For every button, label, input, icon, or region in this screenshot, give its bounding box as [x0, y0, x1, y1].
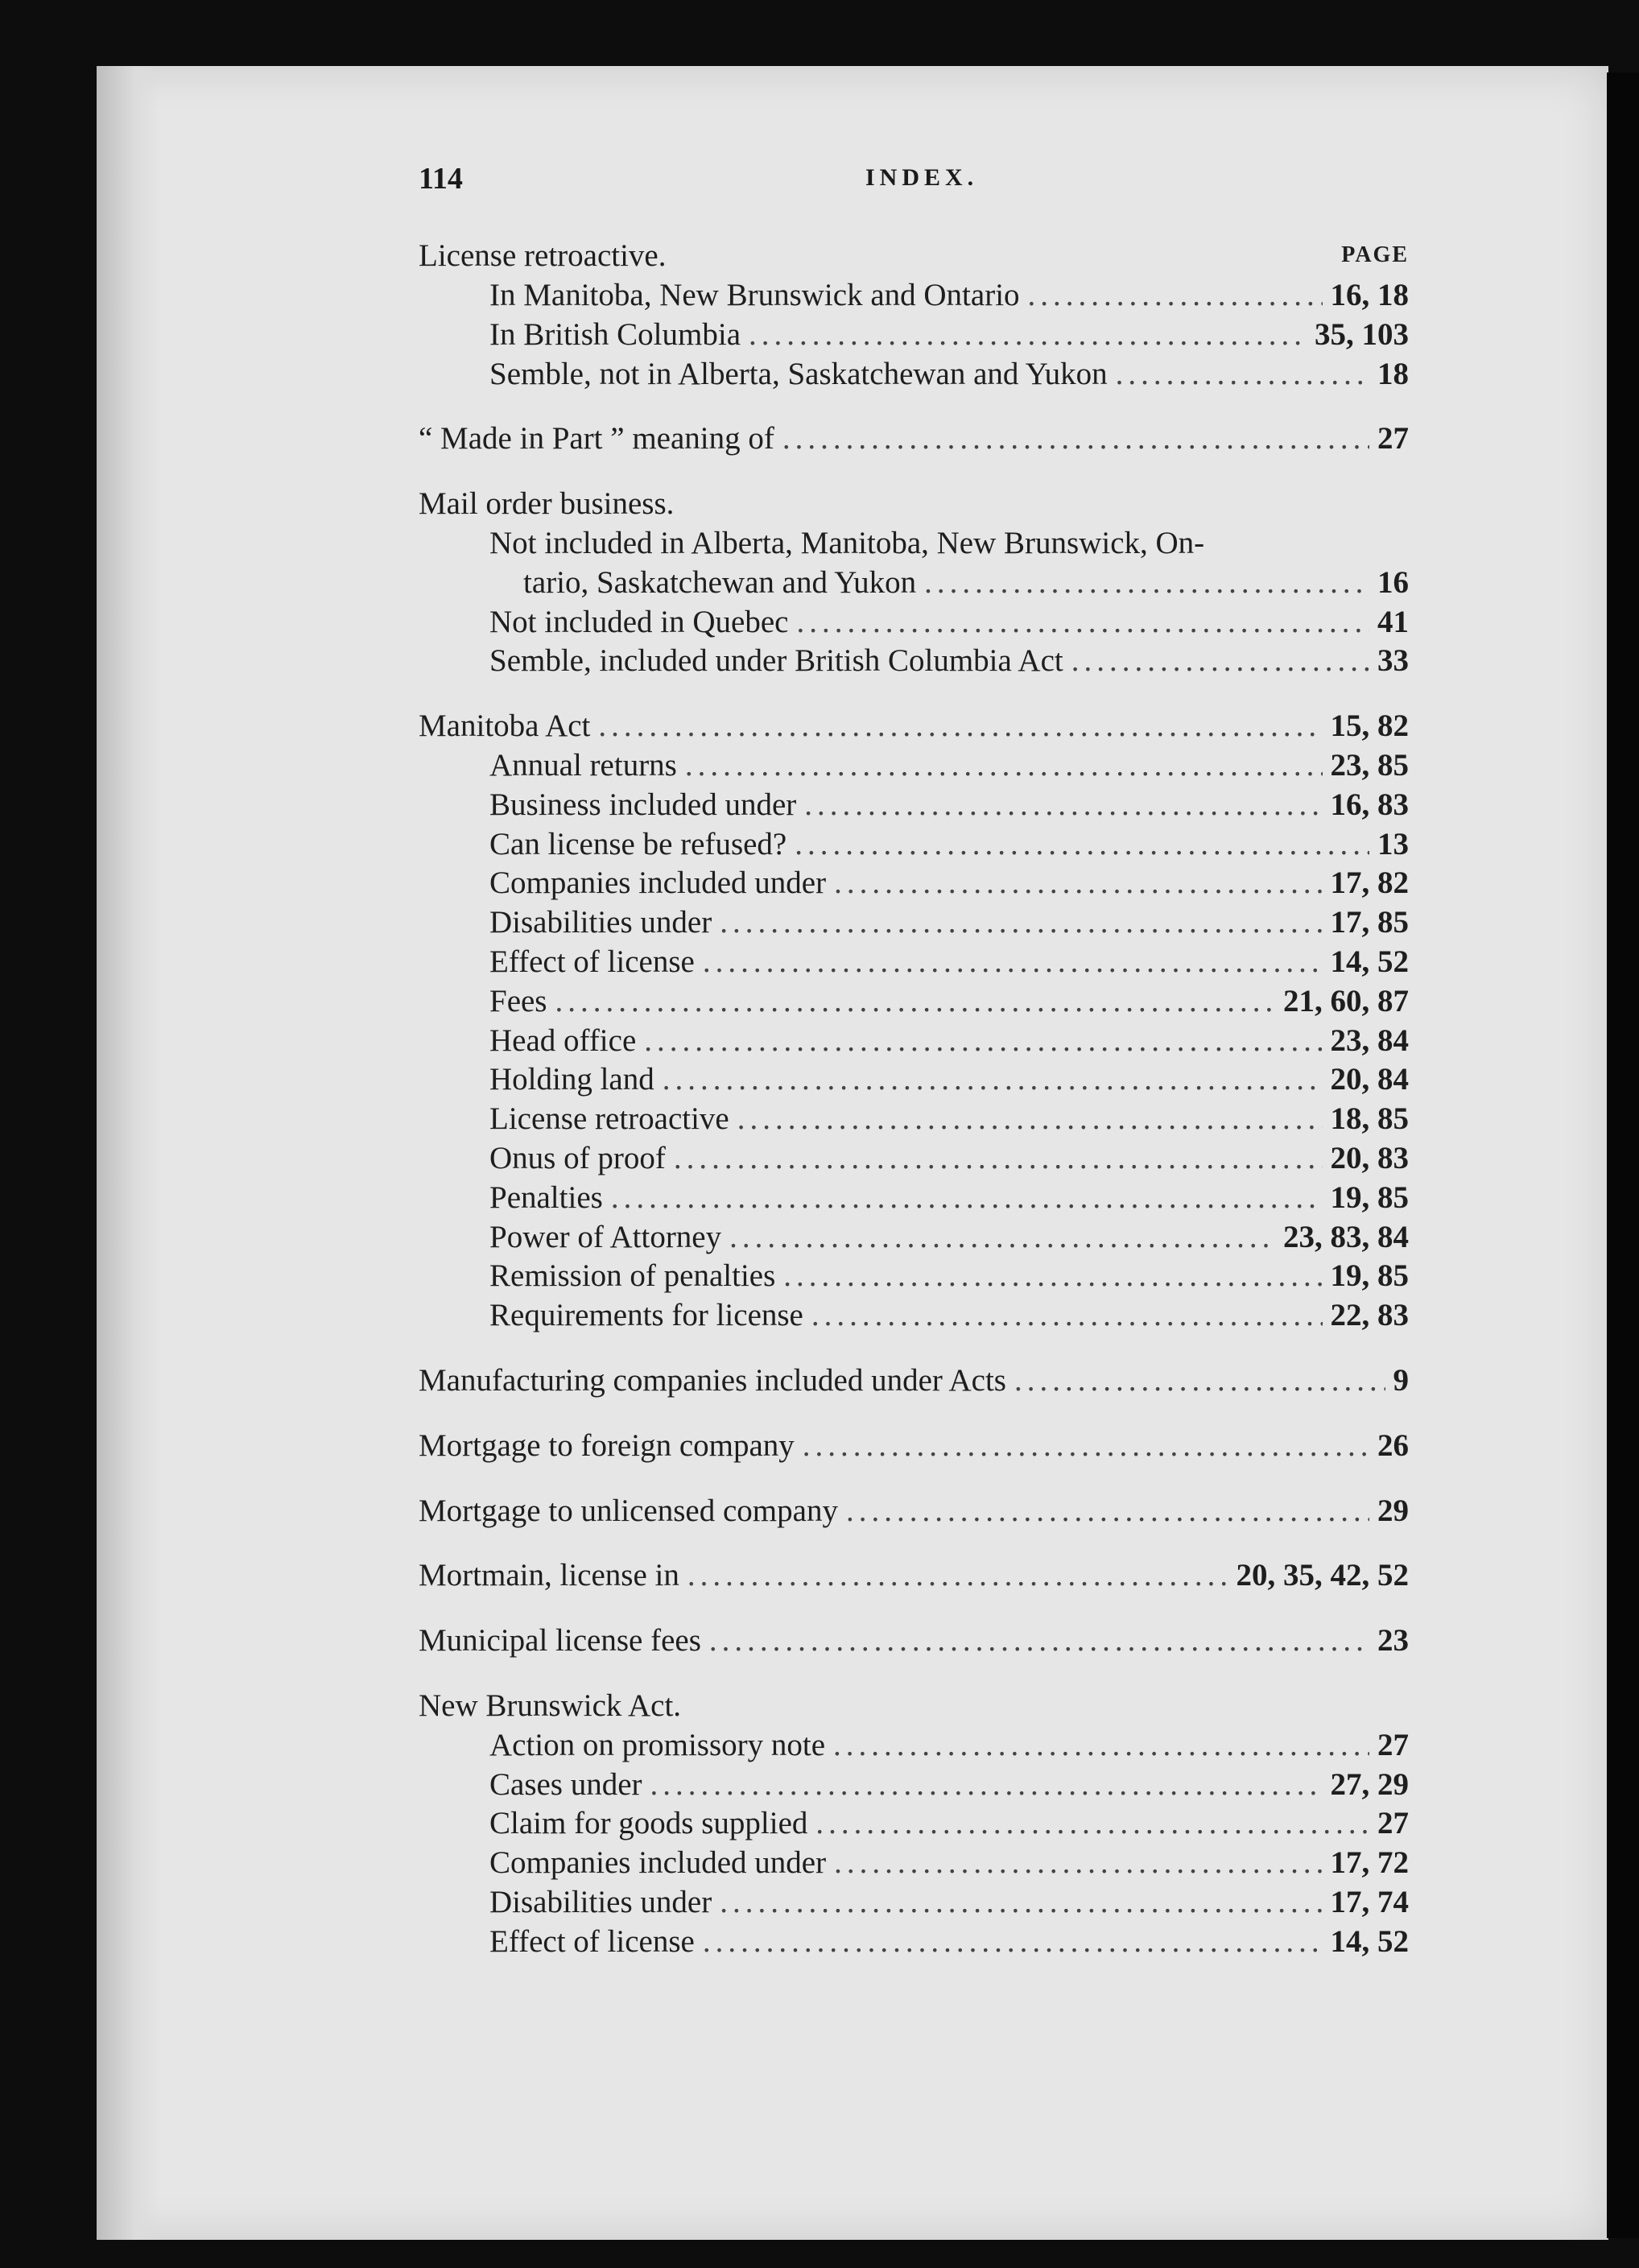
- entry-label: In Manitoba, New Brunswick and Ontario: [489, 278, 1020, 312]
- entry-label: Municipal license fees: [419, 1623, 701, 1659]
- leader-dots: [782, 419, 1369, 459]
- index-entry: [419, 1179, 1409, 1218]
- entry-label: Effect of license: [489, 944, 695, 979]
- index-heading: License retroactive.: [419, 238, 667, 273]
- entry-label: Penalties: [489, 1179, 603, 1215]
- index-entry: [419, 864, 1409, 903]
- entry-pages: 27, 29: [1330, 1766, 1409, 1802]
- index-entry: [419, 1804, 1409, 1844]
- index-entry: [419, 564, 1409, 603]
- entry-label: Can license be refused?: [489, 826, 787, 861]
- entry-pages: 22, 83: [1330, 1298, 1409, 1333]
- leader-dots: [687, 1556, 1228, 1596]
- leader-dots: [846, 1492, 1369, 1531]
- index-entry: [419, 1296, 1409, 1336]
- leader-dots: [709, 1621, 1369, 1661]
- entry-pages: 14, 52: [1330, 944, 1409, 979]
- index-heading: Mail order business.: [419, 486, 675, 522]
- entry-pages: 19, 85: [1330, 1179, 1409, 1215]
- group-spacer: [419, 1661, 1409, 1687]
- index-entry: [419, 524, 1409, 564]
- leader-dots: [795, 825, 1369, 865]
- leader-dots: [1071, 642, 1369, 681]
- page-column-label: PAGE: [1341, 242, 1409, 267]
- leader-dots: [685, 746, 1323, 786]
- entry-label: Mortgage to unlicensed company: [419, 1493, 838, 1528]
- entry-pages: 17, 85: [1330, 905, 1409, 940]
- entry-label: Mortgage to foreign company: [419, 1427, 795, 1463]
- entry-pages: 26: [1377, 1427, 1409, 1463]
- leader-dots: [834, 1844, 1322, 1883]
- leader-dots: [737, 1100, 1323, 1139]
- group-spacer: [419, 394, 1409, 419]
- page-header: [419, 161, 1409, 209]
- index-entry: [419, 276, 1409, 316]
- entry-pages: 16, 18: [1330, 278, 1409, 312]
- leader-dots: [703, 943, 1323, 982]
- index-group-first-heading: [419, 238, 1409, 276]
- index-entry: [419, 1427, 1409, 1466]
- entry-pages: 17, 72: [1330, 1845, 1409, 1881]
- leader-dots: [833, 1726, 1369, 1766]
- index-entry: [419, 1060, 1409, 1100]
- group-spacer: [419, 1531, 1409, 1556]
- index-entry: [419, 1923, 1409, 1962]
- index-entry: [419, 1218, 1409, 1258]
- leader-dots: [1028, 276, 1323, 316]
- index-entry: [419, 1883, 1409, 1923]
- entry-pages: 16: [1377, 564, 1409, 600]
- entry-label: Head office: [489, 1022, 637, 1058]
- index-entry: [419, 355, 1409, 395]
- leader-dots: [598, 707, 1322, 746]
- leader-dots: [611, 1179, 1323, 1218]
- leader-dots: [1116, 355, 1369, 395]
- entry-pages: 20, 35, 42, 52: [1236, 1558, 1409, 1593]
- group-spacer: [419, 1401, 1409, 1427]
- entry-label: Remission of penalties: [489, 1258, 776, 1294]
- entry-pages: 9: [1393, 1362, 1409, 1398]
- entry-label: Cases under: [489, 1766, 642, 1802]
- entry-label: License retroactive: [489, 1101, 729, 1137]
- entry-label: Action on promissory note: [489, 1727, 826, 1762]
- entry-pages: 29: [1377, 1493, 1409, 1528]
- entry-pages: 16, 83: [1330, 787, 1409, 822]
- leader-dots: [815, 1804, 1369, 1844]
- index-entry: [419, 1100, 1409, 1139]
- leader-dots: [796, 603, 1369, 642]
- entry-pages: 14, 52: [1330, 1923, 1409, 1959]
- index-entry: [419, 786, 1409, 825]
- leader-dots: [644, 1022, 1322, 1061]
- group-spacer: [419, 459, 1409, 485]
- entry-pages: 41: [1377, 604, 1409, 639]
- entry-label: Companies included under: [489, 865, 827, 901]
- entry-pages: 35, 103: [1315, 316, 1409, 352]
- entry-label: Disabilities under: [489, 905, 712, 940]
- leader-dots: [783, 1257, 1322, 1296]
- leader-dots: [924, 564, 1369, 603]
- entry-label: Effect of license: [489, 1923, 695, 1959]
- entry-pages: 33: [1377, 643, 1409, 679]
- entry-label: Business included under: [489, 787, 797, 822]
- entry-label: Companies included under: [489, 1845, 827, 1881]
- entry-pages: 23, 83, 84: [1283, 1219, 1409, 1254]
- entry-label: Manitoba Act: [419, 708, 591, 744]
- entry-label: Manufacturing companies included under Acts: [419, 1362, 1006, 1398]
- index-entry: [419, 1022, 1409, 1061]
- entry-pages: 17, 82: [1330, 865, 1409, 901]
- entry-label: Not included in Quebec: [489, 604, 789, 639]
- leader-dots: [663, 1060, 1323, 1100]
- index-entry: [419, 1556, 1409, 1596]
- group-spacer: [419, 1596, 1409, 1621]
- index-entry: [419, 1844, 1409, 1883]
- entry-label: Disabilities under: [489, 1884, 712, 1919]
- leader-dots: [834, 864, 1322, 903]
- index-entry: [419, 1766, 1409, 1805]
- index-entry: [419, 746, 1409, 786]
- index-list: [419, 238, 1409, 1961]
- entry-label: Annual returns: [489, 747, 677, 783]
- index-entry: [419, 982, 1409, 1022]
- group-spacer: [419, 1336, 1409, 1361]
- index-entry: [419, 707, 1409, 746]
- leader-dots: [703, 1923, 1323, 1962]
- index-entry: [419, 943, 1409, 982]
- index-entry: [419, 1726, 1409, 1766]
- entry-pages: 13: [1377, 826, 1409, 861]
- running-title: INDEX.: [865, 164, 979, 191]
- entry-label: “ Made in Part ” meaning of: [419, 421, 774, 456]
- index-entry: [419, 825, 1409, 865]
- leader-dots: [729, 1218, 1275, 1258]
- leader-dots: [803, 1427, 1369, 1466]
- entry-pages: 27: [1377, 1806, 1409, 1841]
- group-spacer: [419, 1466, 1409, 1492]
- entry-pages: 21, 60, 87: [1283, 983, 1409, 1018]
- index-entry: [419, 642, 1409, 681]
- index-entry: [419, 603, 1409, 642]
- entry-pages: 17, 74: [1330, 1884, 1409, 1919]
- leader-dots: [720, 903, 1322, 943]
- entry-pages: 27: [1377, 421, 1409, 456]
- index-entry: [419, 1257, 1409, 1296]
- index-heading: New Brunswick Act.: [419, 1688, 682, 1723]
- leader-dots: [720, 1883, 1322, 1923]
- entry-pages: 19, 85: [1330, 1258, 1409, 1294]
- entry-label: Holding land: [489, 1062, 654, 1097]
- page-edge-shadow: [1607, 72, 1639, 2238]
- entry-pages: 23: [1377, 1623, 1409, 1659]
- entry-pages: 27: [1377, 1727, 1409, 1762]
- index-entry: [419, 1139, 1409, 1179]
- entry-label: Mortmain, license in: [419, 1558, 679, 1593]
- index-entry: [419, 316, 1409, 355]
- leader-dots: [804, 786, 1322, 825]
- leader-dots: [650, 1766, 1323, 1805]
- page-gutter: [97, 66, 161, 2240]
- entry-label: In British Columbia: [489, 316, 741, 352]
- entry-pages: 15, 82: [1330, 708, 1409, 744]
- entry-label: tario, Saskatchewan and Yukon: [523, 564, 917, 600]
- entry-label: Semble, included under British Columbia Act: [489, 643, 1063, 679]
- index-entry: [419, 1492, 1409, 1531]
- entry-label: Not included in Alberta, Manitoba, New Brunswick, On-: [489, 525, 1205, 560]
- entry-label: Semble, not in Alberta, Saskatchewan and Yukon: [489, 356, 1108, 391]
- entry-label: Claim for goods supplied: [489, 1806, 808, 1841]
- leader-dots: [674, 1139, 1323, 1179]
- entry-pages: 18: [1377, 356, 1409, 391]
- index-entry: [419, 419, 1409, 459]
- index-entry: [419, 1361, 1409, 1401]
- index-entry: [419, 1621, 1409, 1661]
- leader-dots: [555, 982, 1276, 1022]
- entry-label: Power of Attorney: [489, 1219, 722, 1254]
- leader-dots: [1014, 1361, 1385, 1401]
- page-number: 114: [419, 162, 463, 196]
- entry-pages: 18, 85: [1330, 1101, 1409, 1137]
- entry-label: Requirements for license: [489, 1298, 803, 1333]
- index-entry: [419, 903, 1409, 943]
- entry-pages: 23, 85: [1330, 747, 1409, 783]
- entry-pages: 20, 84: [1330, 1062, 1409, 1097]
- entry-label: Onus of proof: [489, 1140, 666, 1175]
- entry-pages: 23, 84: [1330, 1022, 1409, 1058]
- entry-label: Fees: [489, 983, 547, 1018]
- leader-dots: [811, 1296, 1323, 1336]
- group-spacer: [419, 681, 1409, 707]
- entry-pages: 20, 83: [1330, 1140, 1409, 1175]
- leader-dots: [749, 316, 1307, 355]
